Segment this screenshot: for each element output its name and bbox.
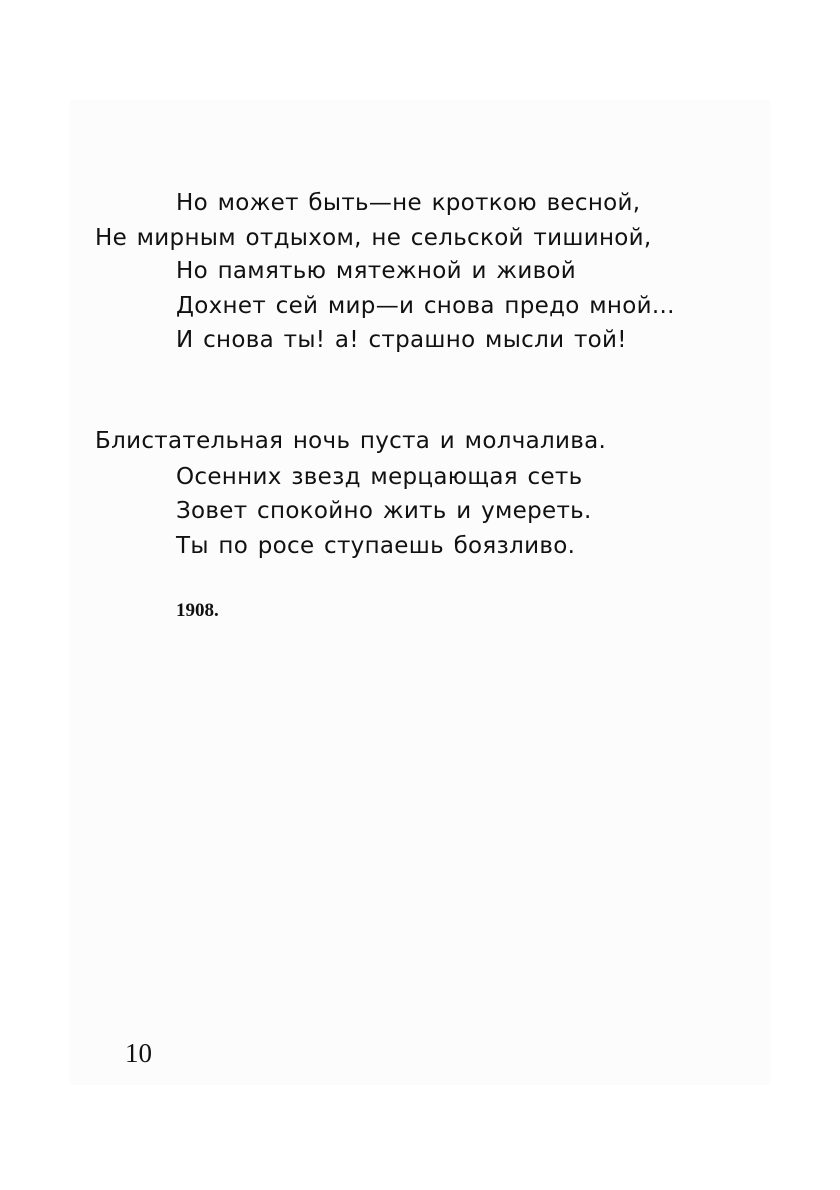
poem-line: Зовет спокойно жить и умереть.	[176, 498, 592, 524]
poem-line: Не мирным отдыхом, не сельской тишиной,	[95, 225, 652, 251]
poem-line: Но может быть—не кроткою весной,	[176, 190, 641, 216]
page-number: 10	[125, 1038, 152, 1068]
poem-line: Блистательная ночь пуста и молчалива.	[95, 428, 607, 454]
poem-line: И снова ты! а! страшно мысли той!	[176, 327, 627, 353]
poem-date: 1908.	[176, 600, 219, 621]
poem-line: Ты по росе ступаешь боязливо.	[176, 533, 576, 559]
poem-line: Дохнет сей мир—и снова предо мной...	[176, 293, 675, 319]
poem-line: Осенних звезд мерцающая сеть	[176, 464, 583, 490]
poem-line: Но памятью мятежной и живой	[176, 258, 577, 284]
